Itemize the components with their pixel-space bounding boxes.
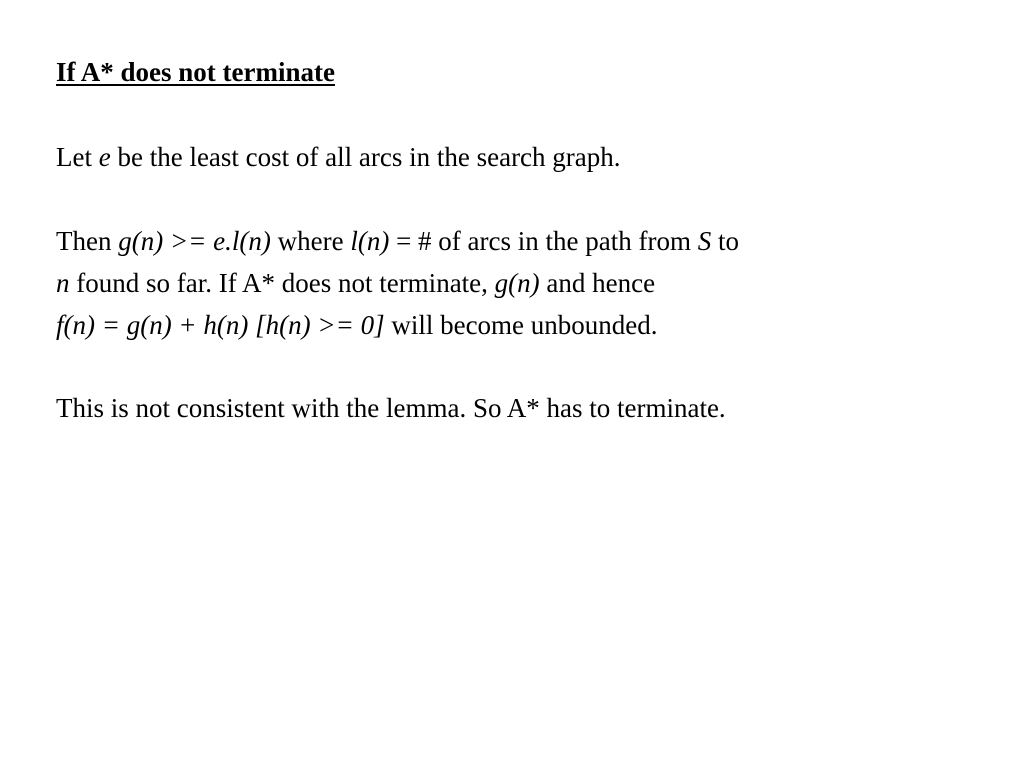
paragraph-line-2 <box>56 262 739 304</box>
paragraph-unbounded <box>56 220 739 346</box>
text: to <box>711 226 739 256</box>
paragraph-line-3 <box>56 304 739 346</box>
text: be the least cost of all arcs in the search graph. <box>110 142 621 172</box>
formula-f: f(n) = g(n) + h(n) [h(n) >= 0] <box>56 310 385 340</box>
variable-e: e <box>98 142 111 172</box>
variable-n: n <box>56 268 70 298</box>
text: found so far. If A* does not terminate, <box>69 268 495 298</box>
paragraph-least-cost <box>56 136 621 178</box>
slide-content <box>56 52 976 423</box>
formula-g-bound: g(n) >= e.l(n) <box>118 226 271 256</box>
formula-l: l(n) <box>350 226 390 256</box>
text: Let <box>56 142 99 172</box>
formula-g: g(n) <box>494 268 540 298</box>
text: and hence <box>539 268 656 298</box>
text: will become unbounded. <box>384 310 658 340</box>
text: where <box>270 226 351 256</box>
paragraph-conclusion: This is not consistent with the lemma. So A* has to terminate. <box>56 393 726 423</box>
text: = # of arcs in the path from <box>389 226 698 256</box>
slide-title: If A* does not terminate <box>56 57 335 87</box>
paragraph-line-1 <box>56 220 739 262</box>
variable-s: S <box>697 226 712 256</box>
text: Then <box>56 226 119 256</box>
